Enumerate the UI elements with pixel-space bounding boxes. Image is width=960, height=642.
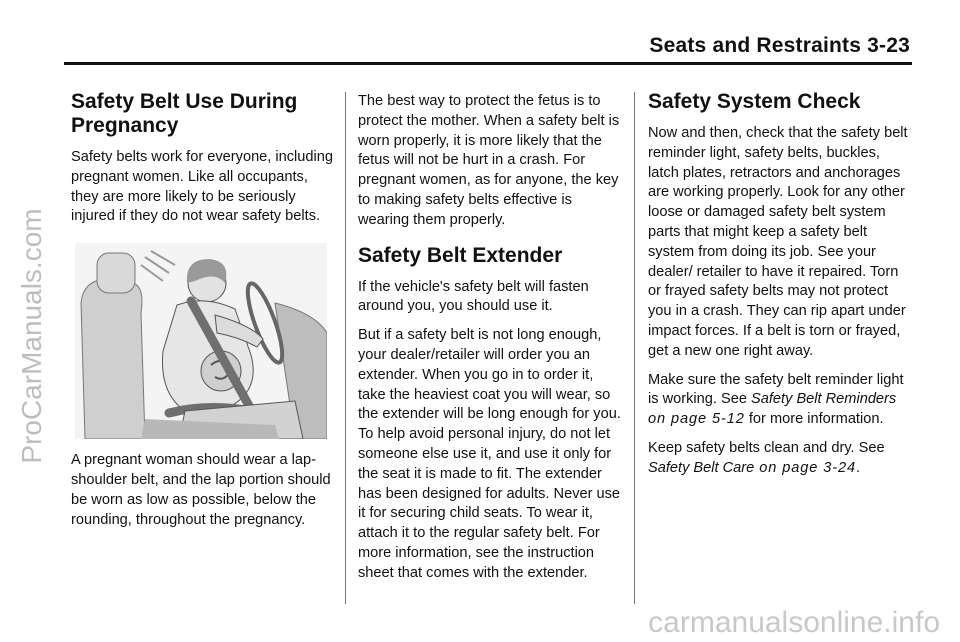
column-3	[648, 90, 913, 488]
page-reference[interactable]: on page 5-12	[648, 411, 745, 428]
column-1	[71, 90, 333, 539]
page-header-title: Seats and Restraints 3-23	[649, 34, 910, 57]
watermark-bottom: carmanualsonline.info	[648, 606, 940, 639]
text: for more information.	[744, 411, 884, 428]
paragraph: If the vehicle's safety belt will fasten around you, you should use it.	[358, 278, 589, 315]
header-rule	[64, 62, 912, 65]
text: Keep safety belts clean and dry. See	[648, 439, 885, 456]
column-divider	[345, 92, 346, 604]
paragraph: Now and then, check that the safety belt reminder light, safety belts, buckles, latch plates, retractors and anchorages are working properly. Look for any other loose or damaged safety belt system parts that might keep a safety belt system from doing its job. See your dealer/ retailer to have it repaired. Torn or frayed safety belts may not protect you in a crash. They can rip apart under impact forces. If a belt is torn or frayed, get a new one right away.	[648, 125, 908, 359]
paragraph: But if a safety belt is not long enough, your dealer/retailer will order you an extender. When you go in to order it, take the heaviest coat you will wear, so the extender will be long enough for you. To help avoid personal injury, do not let someone else use it, and use it only for the seat it is made to fit. The extender has been designed for adults. Never use it for securing child seats. To wear it, attach it to the regular safety belt. For more information, see the instruction sheet that comes with the extender.	[358, 327, 621, 581]
section-heading-extender: Safety Belt Extender	[358, 243, 563, 267]
column-divider	[634, 92, 635, 604]
text: Make sure the safety belt reminder light is working. See	[648, 371, 904, 408]
paragraph	[648, 371, 913, 430]
paragraph: Safety belts work for everyone, including pregnant women. Like all occupants, they are more likely to be seriously injured if they do not wear safety belts.	[71, 149, 334, 225]
cross-reference-link[interactable]: Safety Belt Care	[648, 459, 755, 476]
column-2	[358, 92, 623, 593]
paragraph	[648, 439, 913, 479]
section-heading-system-check: Safety System Check	[648, 90, 861, 113]
paragraph: A pregnant woman should wear a lap-shoulder belt, and the lap portion should be worn as low as possible, below the rounding, throughout the pregnancy.	[71, 452, 331, 528]
watermark-side: ProCarManuals.com	[16, 208, 47, 464]
text: .	[856, 459, 861, 476]
cross-reference-link[interactable]: Safety Belt Reminders	[751, 391, 897, 408]
pregnant-woman-seatbelt-illustration	[75, 243, 327, 439]
paragraph: The best way to protect the fetus is to protect the mother. When a safety belt is worn properly, it is more likely that the fetus will not be hurt in a crash. For pregnant women, as for anyone, the key to making safety belts effective is wearing them properly.	[358, 93, 620, 228]
section-heading-pregnancy: Safety Belt Use During Pregnancy	[71, 90, 298, 137]
page-reference[interactable]: on page 3-24	[754, 459, 857, 476]
